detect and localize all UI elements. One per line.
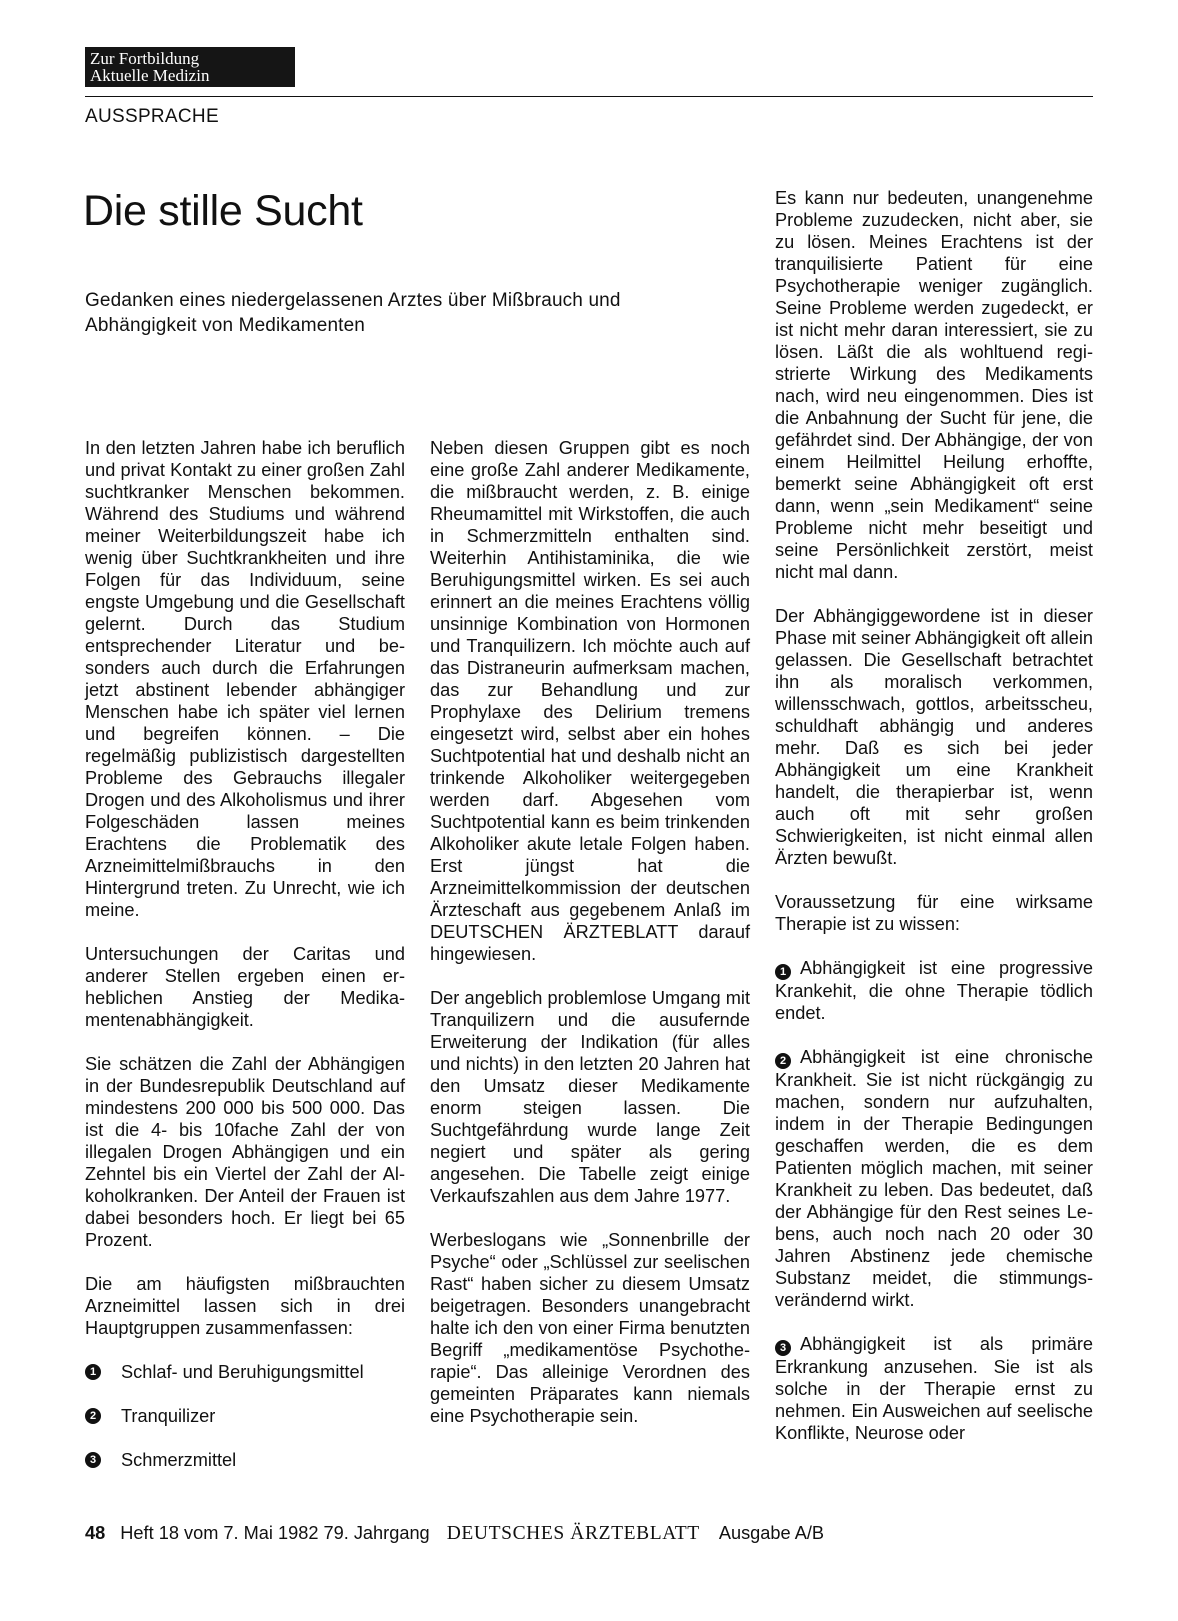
paragraph: Untersuchungen der Caritas und anderer Stellen ergeben einen erheblichen Anstieg der Medikamentenabhängigkeit. — [85, 944, 405, 1030]
header-rule — [85, 96, 1093, 97]
section-tag-line2: Aktuelle Medizin — [90, 66, 210, 85]
number-2-icon: 2 — [85, 1408, 101, 1424]
article-title: Die stille Sucht — [83, 187, 363, 235]
list-item-label: Schmerzmittel — [121, 1450, 237, 1470]
paragraph: Neben diesen Gruppen gibt es noch eine große Zahl anderer Medikamente, die mißbraucht werden, z. B. einige Rheumamittel mit Wirkstoffen, die auch in Schmerzmitteln enthalten sind. Weiterhin Antihistaminika, die wie Beruhigungsmittel wirken. Es sei auch erinnert an die meines Erachtens völlig unsinnige Kombination von Hormonen und Tranquilizern. Ich möchte auch auf das Distraneurin aufmerksam machen, das zur Behandlung und zur Prophylaxe des Delirium tremens eingesetzt wird, selbst aber ein hohes Suchtpotential hat und deshalb nicht an trinkende Alkoholiker weitergegeben werden darf. Abgesehen vom Suchtpotential kann es beim trinkenden Alkoholiker akute letale Folgen haben. Erst jüngst hat die Arzneimittelkommission der deutschen Ärzteschaft aus gegebenem Anlaß im DEUTSCHEN ÄRZTEBLATT darauf hingewiesen. — [430, 438, 750, 964]
number-3-icon: 3 — [775, 1340, 791, 1356]
section-tag — [85, 47, 295, 87]
edition-info: Ausgabe A/B — [718, 1523, 825, 1543]
number-2-icon: 2 — [775, 1053, 791, 1069]
paragraph: Der angeblich problemlose Umgang mit Tranquilizern und die ausufernde Erweiterung der Indikation (für alles und nichts) in den letzten 20 Jahren hat den Umsatz dieser Medikamente enorm steigen lassen. Die Suchtgefährdung wurde lange Zeit negiert und später als gering angesehen. Die Tabelle zeigt einige Verkaufszahlen aus dem Jahre 1977. — [430, 988, 750, 1206]
paragraph: Die am häufigsten mißbrauchten Arzneimittel lassen sich in drei Hauptgruppen zusammenfassen: — [85, 1274, 405, 1338]
numbered-point — [775, 1046, 1093, 1311]
journal-name: DEUTSCHES ÄRZTEBLATT — [446, 1523, 700, 1544]
section-tag-line1: Zur Fortbildung — [90, 49, 200, 68]
paragraph: Der Abhängiggewordene ist in dieser Phase mit seiner Abhängigkeit oft allein gelassen. Die Gesellschaft betrachtet ihn als moralisch verkommen, willensschwach, gottlos, arbeitsscheu, schuldhaft abhängig und anderes mehr. Daß es sich bei jeder Abhängigkeit um eine Krankheit handelt, die therapierbar ist, wenn auch oft mit sehr großen Schwierigkeiten, ist nicht einmal allen Ärzten bewußt. — [775, 606, 1093, 868]
list-item — [85, 1449, 405, 1471]
numbered-point — [775, 1333, 1093, 1444]
paragraph: Voraussetzung für eine wirksame Therapie ist zu wissen: — [775, 892, 1093, 934]
column-3 — [775, 187, 1093, 1444]
list-item-label: Schlaf- und Beruhigungsmittel — [121, 1362, 364, 1382]
numbered-point-text: Abhängigkeit ist eine chronische Krankheit. Sie ist nicht rückgängig zu machen, sondern nur aufzuhalten, indem in der Therapie Bedingungen geschaffen werden, die es dem Patienten möglich machen, mit seiner Krankheit zu leben. Das bedeutet, daß der Abhängige für den Rest seines Lebens, auch noch nach 20 oder 30 Jahren Abstinenz jede chemische Substanz meidet, die stimmungsverändernd wirkt. — [775, 1047, 1093, 1310]
section-label: AUSSPRACHE — [85, 106, 219, 127]
numbered-point-text: Abhängigkeit ist als primäre Erkrankung anzusehen. Sie ist als solche in der Therapie ernst zu nehmen. Ein Ausweichen auf seelische Konflikte, Neurose oder — [775, 1334, 1093, 1443]
number-3-icon: 3 — [85, 1452, 101, 1468]
page-footer — [85, 1523, 1095, 1545]
list-item — [85, 1361, 405, 1383]
number-1-icon: 1 — [775, 964, 791, 980]
paragraph: Es kann nur bedeuten, unangenehme Probleme zuzudecken, nicht aber, sie zu lösen. Meines Erachtens ist der tranquilisierte Patient für eine Psychotherapie weniger zugänglich. Seine Probleme werden zugedeckt, er ist nicht mehr daran interessiert, sie zu lösen. Läßt die als wohltuend registrierte Wirkung des Medikaments nach, wird neu eingenommen. Dies ist die Anbahnung der Sucht für jene, die gefährdet sind. Der Abhängige, der von einem Heilmittel Heilung erhoffte, bemerkt seine Abhängigkeit oft erst dann, wenn „sein Medikament“ seine Probleme nicht mehr beseitigt und seine Persönlichkeit zerstört, meist nicht mal dann. — [775, 188, 1093, 582]
column-2 — [430, 437, 750, 1427]
number-1-icon: 1 — [85, 1364, 101, 1380]
list-item-label: Tranquilizer — [121, 1406, 216, 1426]
page-number: 48 — [85, 1523, 106, 1543]
article-subtitle: Gedanken eines niedergelassenen Arztes über Mißbrauch und Abhängigkeit von Medikamenten — [85, 290, 621, 336]
numbered-point — [775, 957, 1093, 1024]
issue-info: Heft 18 vom 7. Mai 1982 79. Jahrgang — [120, 1523, 430, 1543]
list-item — [85, 1405, 405, 1427]
numbered-point-text: Abhängigkeit ist eine progressive Krankehit, die ohne Therapie tödlich endet. — [775, 958, 1093, 1023]
paragraph: In den letzten Jahren habe ich beruflich und privat Kontakt zu einer großen Zahl suchtkranker Menschen bekommen. Während des Studiums und während meiner Weiterbildungszeit habe ich wenig über Suchtkrankheiten und ihre Folgen für das Individuum, seine engste Umgebung und die Gesellschaft gelernt. Durch das Studium entsprechender Literatur und besonders auch durch die Erfahrungen jetzt abstinent lebender abhängiger Menschen habe ich später viel lernen und begreifen können. – Die regelmäßig publizistisch dargestellten Probleme des Gebrauchs illegaler Drogen und des Alkoholismus und ihrer Folgeschäden lassen meines Erachtens die Problematik des Arzneimittelmißbrauchs in den Hintergrund treten. Zu Unrecht, wie ich meine. — [85, 438, 405, 920]
column-1 — [85, 437, 405, 1471]
paragraph: Sie schätzen die Zahl der Abhängigen in der Bundesrepublik Deutschland auf mindestens 200 000 bis 500 000. Das ist die 4- bis 10fache Zahl der von illegalen Drogen Abhängigen und ein Zehntel bis ein Viertel der Zahl der Alkoholkranken. Der Anteil der Frauen ist dabei besonders hoch. Er liegt bei 65 Prozent. — [85, 1054, 405, 1250]
paragraph: Werbeslogans wie „Sonnenbrille der Psyche“ oder „Schlüssel zur seelischen Rast“ haben sicher zu diesem Umsatz beigetragen. Besonders unangebracht halte ich den von einer Firma benutzten Begriff „medikamentöse Psychotherapie“. Das alleinige Verordnen des gemeinten Präparates kann niemals eine Psychotherapie sein. — [430, 1230, 750, 1426]
